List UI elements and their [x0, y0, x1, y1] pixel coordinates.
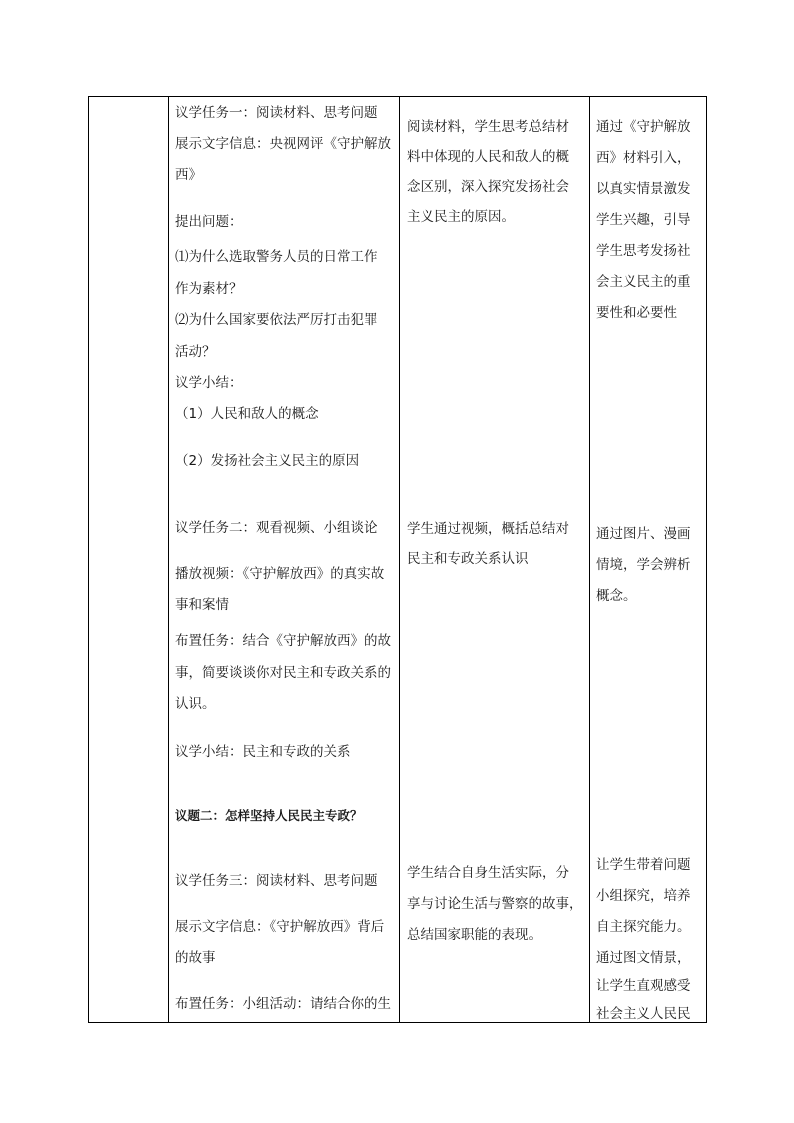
text-line: 西》材料引入， [596, 150, 691, 166]
text-line: 民主和专政关系认识 [407, 551, 529, 567]
text-line: 享与讨论生活与警察的故事， [407, 896, 583, 912]
text-line: 播放视频：《守护解放西》的真实故 [175, 566, 385, 582]
text-line: ⑵为什么国家要依法严厉打击犯罪 [175, 312, 378, 328]
text-line: （1）人民和敌人的概念 [175, 406, 319, 422]
text-line: 社会主义人民民 [596, 1006, 691, 1022]
text-line: 自主探究能力。 [596, 919, 691, 935]
column-stage [89, 97, 168, 1022]
text-line: 阅读材料，学生思考总结材 [407, 119, 569, 135]
text-line: 让学生带着问题 [596, 857, 691, 873]
column-divider [399, 97, 400, 1022]
text-line: 会主义民主的重 [596, 274, 691, 290]
column-teacher-activities [175, 97, 397, 1022]
text-line: 的故事 [175, 950, 216, 966]
text-line: 通过图片、漫画 [596, 526, 691, 542]
text-line: 布置任务：小组活动：请结合你的生 [175, 996, 391, 1012]
text-line: 展示文字信息：《守护解放西》背后 [175, 919, 385, 935]
text-line: 主义民主的原因。 [407, 209, 515, 225]
text-line: 要性和必要性 [596, 305, 677, 321]
text-line: 议学任务三：阅读材料、思考问题 [175, 873, 378, 889]
text-line: 议学任务二：观看视频、小组谈论 [175, 520, 378, 536]
text-line: 认识。 [175, 696, 216, 712]
text-line: 西》 [175, 167, 202, 183]
text-line: 以真实情景激发 [596, 181, 691, 197]
text-line: 料中体现的人民和敌人的概 [407, 149, 569, 165]
text-line: 活动？ [175, 344, 216, 360]
text-line: 提出问题： [175, 214, 243, 230]
text-line: 念区别，深入探究发扬社会 [407, 179, 569, 195]
text-line: （2）发扬社会主义民主的原因 [175, 453, 360, 469]
text-line: 议学小结： [175, 375, 243, 391]
text-line: 通过图文情景， [596, 950, 691, 966]
text-line: 事和案情 [175, 597, 229, 613]
text-line: 作为素材？ [175, 281, 243, 297]
text-line: 展示文字信息：央视网评《守护解放 [175, 136, 391, 152]
text-line: 总结国家职能的表现。 [407, 927, 542, 943]
text-line: 学生结合自身生活实际，分 [407, 865, 569, 881]
column-design-intent [596, 97, 708, 1022]
text-line: 布置任务：结合《守护解放西》的故 [175, 633, 391, 649]
text-line: 学生通过视频，概括总结对 [407, 521, 569, 537]
text-line: 学生兴趣，引导 [596, 212, 691, 228]
topic-heading: 议题二：怎样坚持人民民主专政？ [175, 808, 363, 823]
text-line: 学生思考发扬社 [596, 243, 691, 259]
text-line: 情境，学会辨析 [596, 557, 691, 573]
column-divider [589, 97, 590, 1022]
text-line: 事，简要谈谈你对民主和专政关系的 [175, 665, 391, 681]
text-line: 议学任务一：阅读材料、思考问题 [175, 105, 378, 121]
column-student-activities [407, 97, 589, 1022]
text-line: 议学小结：民主和专政的关系 [175, 744, 351, 760]
text-line: 概念。 [596, 588, 637, 604]
text-line: 小组探究，培养 [596, 888, 691, 904]
text-line: 通过《守护解放 [596, 119, 691, 135]
text-line: 让学生直观感受 [596, 978, 691, 994]
column-divider [168, 97, 169, 1022]
lesson-plan-table [88, 96, 707, 1023]
text-line: ⑴为什么选取警务人员的日常工作 [175, 249, 378, 265]
